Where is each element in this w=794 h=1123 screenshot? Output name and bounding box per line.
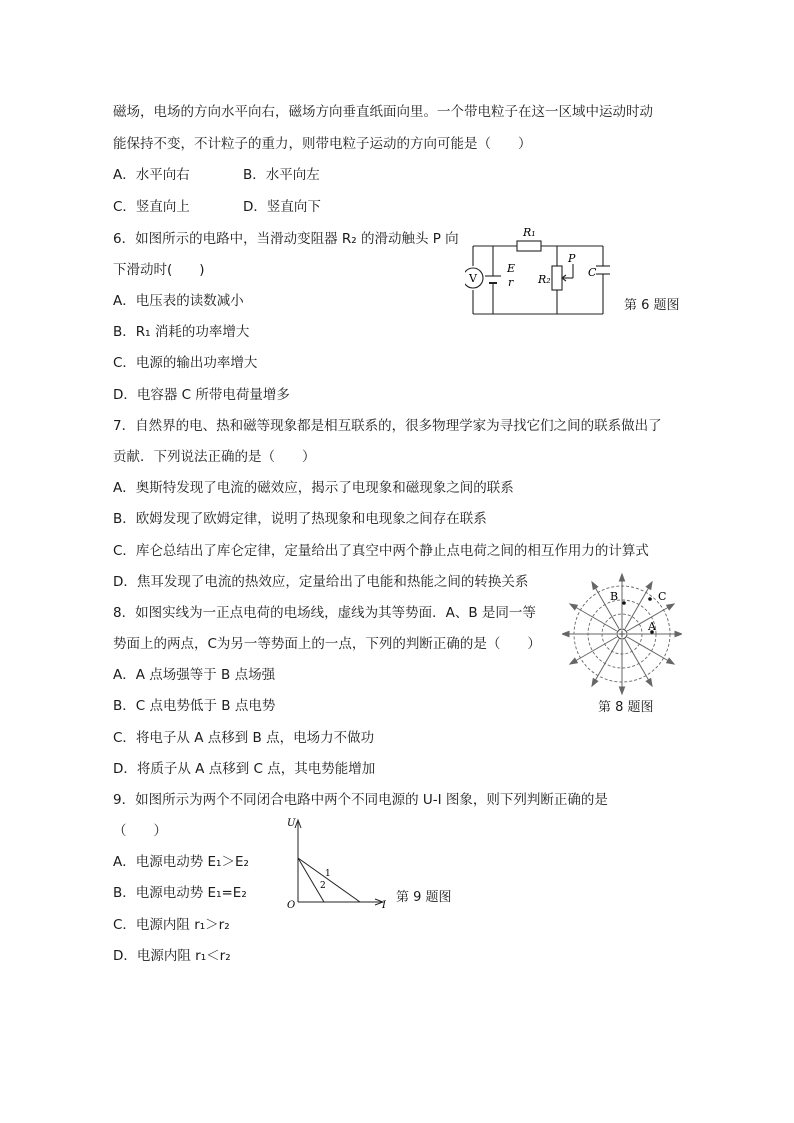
q8-field-arrowhead — [570, 658, 577, 664]
q9-line-2 — [298, 858, 324, 902]
q8-label-a: A — [648, 620, 656, 633]
q8-field-arrowhead — [619, 574, 624, 581]
q8-option-a: A．A 点场强等于 B 点场强 — [113, 667, 276, 683]
q7-option-b: B．欧姆发现了欧姆定律，说明了热现象和电现象之间存在联系 — [113, 511, 487, 527]
q9-label-u: U — [287, 818, 296, 829]
q5-option-b: B．水平向左 — [243, 167, 320, 183]
q9-stem-line1: 9．如图所示为两个不同闭合电路中两个不同电源的 U-I 图象，则下列判断正确的是 — [113, 792, 608, 808]
q9-line-1 — [298, 858, 360, 902]
q9-label-i: I — [382, 900, 386, 911]
q8-field-arrowhead — [562, 631, 569, 636]
q6-label-p: P — [568, 252, 576, 265]
q6-label-e: E — [507, 262, 516, 275]
q8-stem-line2: 势面上的两点，C为另一等势面上的一点，下列的判断正确的是（ ） — [113, 636, 541, 652]
q8-field-line — [594, 639, 620, 683]
q8-label-b: B — [610, 590, 619, 603]
q7-option-a: A．奥斯特发现了电流的磁效应，揭示了电现象和磁现象之间的联系 — [113, 480, 514, 496]
q8-field-line — [627, 637, 671, 663]
q9-option-a: A．电源电动势 E₁＞E₂ — [113, 854, 249, 870]
q5-stem-line2: 能保持不变，不计粒子的重力，则带电粒子运动的方向可能是（ ） — [113, 136, 532, 152]
q6-option-b: B．R₁ 消耗的功率增大 — [113, 324, 250, 340]
q6-label-c: C — [588, 266, 597, 279]
q5-option-c: C．竖直向上 — [113, 199, 190, 215]
q8-point-b — [622, 601, 626, 605]
q9-label-o: O — [287, 900, 296, 911]
q9-label-2: 2 — [320, 881, 326, 891]
q6-stem-line1: 6．如图所示的电路中，当滑动变阻器 R₂ 的滑动触头 P 向 — [113, 231, 459, 247]
q6-label-r1: R₁ — [523, 226, 536, 239]
q8-figure-caption: 第 8 题图 — [598, 700, 654, 715]
q6-resistor-r2 — [552, 266, 562, 290]
q6-option-c: C．电源的输出功率增大 — [113, 355, 258, 371]
q6-figure-caption: 第 6 题图 — [624, 298, 680, 313]
q7-option-c: C．库仑总结出了库仑定律，定量给出了真空中两个静止点电荷之间的相互作用力的计算式 — [113, 543, 649, 559]
q6-resistor-r1 — [517, 241, 541, 251]
q8-point-c — [648, 597, 652, 601]
q9-option-d: D．电源内阻 r₁＜r₂ — [113, 948, 231, 964]
q6-label-r2: R₂ — [538, 273, 551, 286]
q7-stem-line2: 贡献．下列说法正确的是（ ） — [113, 449, 316, 465]
q5-option-d: D．竖直向下 — [243, 199, 321, 215]
q8-field-arrowhead — [592, 679, 598, 686]
q7-option-d: D．焦耳发现了电流的热效应，定量给出了电能和热能之间的转换关系 — [113, 574, 529, 590]
q9-option-c: C．电源内阻 r₁＞r₂ — [113, 917, 230, 933]
q9-ui-graph — [284, 812, 394, 912]
q7-stem-line1: 7．自然界的电、热和磁等现象都是相互联系的，很多物理学家为寻找它们之间的联系做出了 — [113, 418, 662, 434]
q8-field-arrowhead — [646, 679, 652, 686]
q6-option-a: A．电压表的读数减小 — [113, 293, 244, 309]
q8-field-line — [573, 637, 617, 663]
q6-option-d: D．电容器 C 所带电荷量增多 — [113, 387, 290, 403]
q8-option-b: B．C 点电势低于 B 点电势 — [113, 698, 276, 714]
q8-field-arrowhead — [646, 582, 652, 589]
q6-label-v: V — [469, 272, 477, 285]
q8-field-arrowhead — [570, 604, 577, 610]
q8-option-c: C．将电子从 A 点移到 B 点，电场力不做功 — [113, 730, 375, 746]
q8-label-c: C — [658, 590, 667, 603]
q5-option-a: A．水平向右 — [113, 167, 190, 183]
q5-stem-line1: 磁场，电场的方向水平向右，磁场方向垂直纸面向里。一个带电粒子在这一区域中运动时动 — [113, 104, 653, 120]
q8-stem-line1: 8．如图实线为一正点电荷的电场线，虚线为其等势面．A、B 是同一等 — [113, 605, 536, 621]
q8-field-lines-diagram — [562, 572, 682, 696]
q8-option-d: D．将质子从 A 点移到 C 点，其电势能增加 — [113, 761, 376, 777]
q9-option-b: B．电源电动势 E₁=E₂ — [113, 885, 247, 901]
q6-stem-line2: 下滑动时( ) — [113, 262, 205, 278]
q8-field-arrowhead — [619, 687, 624, 694]
q8-field-arrowhead — [592, 582, 598, 589]
q6-label-r: r — [508, 276, 514, 289]
q8-field-arrowhead — [675, 631, 682, 636]
q9-figure-caption: 第 9 题图 — [396, 890, 452, 905]
q8-field-arrowhead — [667, 604, 674, 610]
q9-stem-line2: （ ） — [113, 823, 167, 839]
q9-label-1: 1 — [325, 869, 331, 879]
q6-circuit-diagram — [465, 222, 615, 322]
q8-field-arrowhead — [667, 658, 674, 664]
